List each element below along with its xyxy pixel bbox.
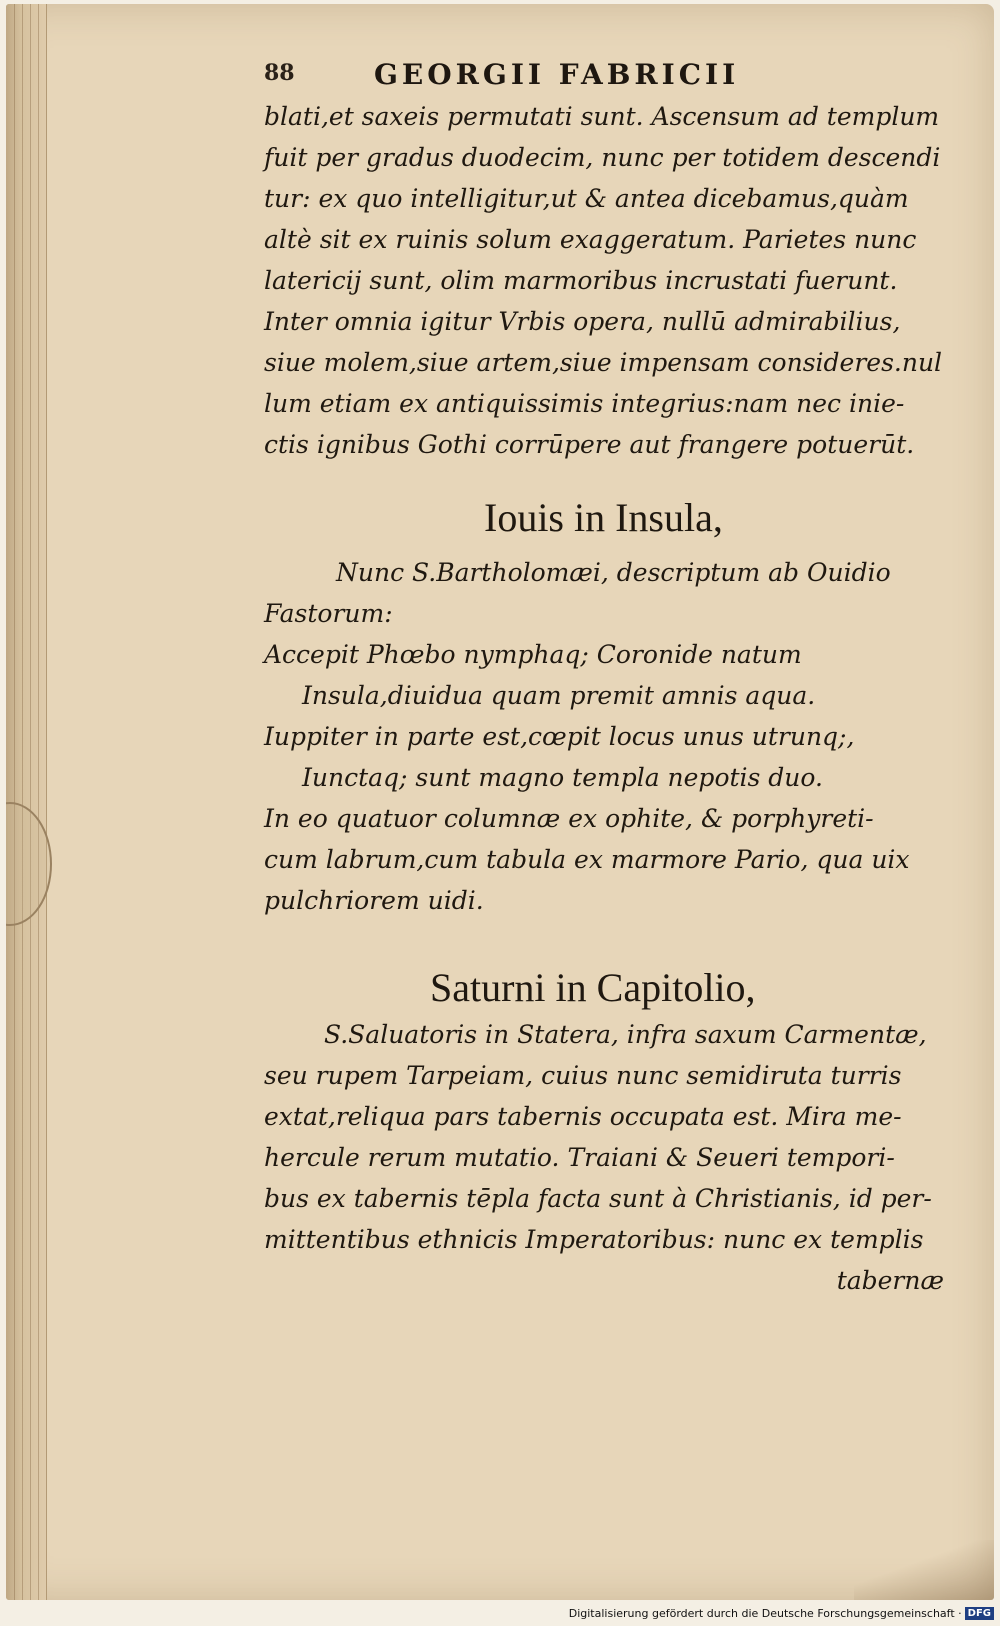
- edge-line: [22, 4, 23, 1600]
- text-line: Insula,diuidua quam premit amnis aqua.: [302, 681, 816, 710]
- running-head: GEORGII FABRICII: [374, 58, 740, 91]
- text-line: S.Saluatoris in Statera, infra saxum Carmentæ,: [324, 1020, 927, 1049]
- text-line: siue molem,siue artem,siue impensam consideres.nul: [264, 348, 943, 377]
- section-title: Iouis in Insula,: [484, 495, 723, 540]
- text-line: blati,et saxeis permutati sunt. Ascensum ad templum: [264, 102, 940, 131]
- text-line: pulchriorem uidi.: [264, 886, 484, 915]
- text-line: Iunctaq; sunt magno templa nepotis duo.: [302, 763, 823, 792]
- text-line: Iuppiter in parte est,cœpit locus unus utrunq;,: [264, 722, 855, 751]
- text-line: In eo quatuor columnæ ex ophite, & porphyreti-: [264, 804, 874, 833]
- text-line: altè sit ex ruinis solum exaggeratum. Parietes nunc: [264, 225, 917, 254]
- text-line: cum labrum,cum tabula ex marmore Pario, qua uix: [264, 845, 910, 874]
- text-line: seu rupem Tarpeiam, cuius nunc semidiruta turris: [264, 1061, 902, 1090]
- funding-credit: Digitalisierung gefördert durch die Deutsche Forschungsgemeinschaft ·: [568, 1607, 962, 1620]
- text-line: Inter omnia igitur Vrbis opera, nullū admirabilius,: [264, 307, 901, 336]
- text-line: extat,reliqua pars tabernis occupata est. Mira me-: [264, 1102, 902, 1131]
- text-line: Fastorum:: [264, 599, 393, 628]
- catchword: tabernæ: [836, 1266, 944, 1295]
- page-curl-shadow: [854, 1540, 994, 1600]
- dfg-logo: DFG: [965, 1607, 994, 1620]
- page-number: 88: [264, 60, 295, 86]
- body-paragraph: [264, 96, 944, 465]
- edge-line: [30, 4, 31, 1600]
- section-title: Saturni in Capitolio,: [430, 965, 756, 1010]
- text-line: tur: ex quo intelligitur,ut & antea dicebamus,quàm: [264, 184, 909, 213]
- section-text: [264, 1014, 944, 1301]
- text-line: bus ex tabernis tēpla facta sunt à Christianis, id per-: [264, 1184, 932, 1213]
- text-line: fuit per gradus duodecim, nunc per totidem descendi: [264, 143, 941, 172]
- text-line: latericij sunt, olim marmoribus incrustati fuerunt.: [264, 266, 898, 295]
- text-line: mittentibus ethnicis Imperatoribus: nunc ex templis: [264, 1225, 924, 1254]
- digitization-footer: [569, 1607, 994, 1620]
- page-header: [264, 58, 964, 92]
- text-line: ctis ignibus Gothi corrūpere aut frangere potuerūt.: [264, 430, 915, 459]
- text-line: Nunc S.Bartholomæi, descriptum ab Ouidio: [336, 558, 891, 587]
- text-line: lum etiam ex antiquissimis integrius:nam nec inie-: [264, 389, 905, 418]
- edge-line: [38, 4, 39, 1600]
- section-text: [264, 552, 944, 921]
- book-page: [6, 4, 994, 1600]
- text-line: hercule rerum mutatio. Traiani & Seueri tempori-: [264, 1143, 895, 1172]
- text-line: Accepit Phœbo nymphaq; Coronide natum: [264, 640, 802, 669]
